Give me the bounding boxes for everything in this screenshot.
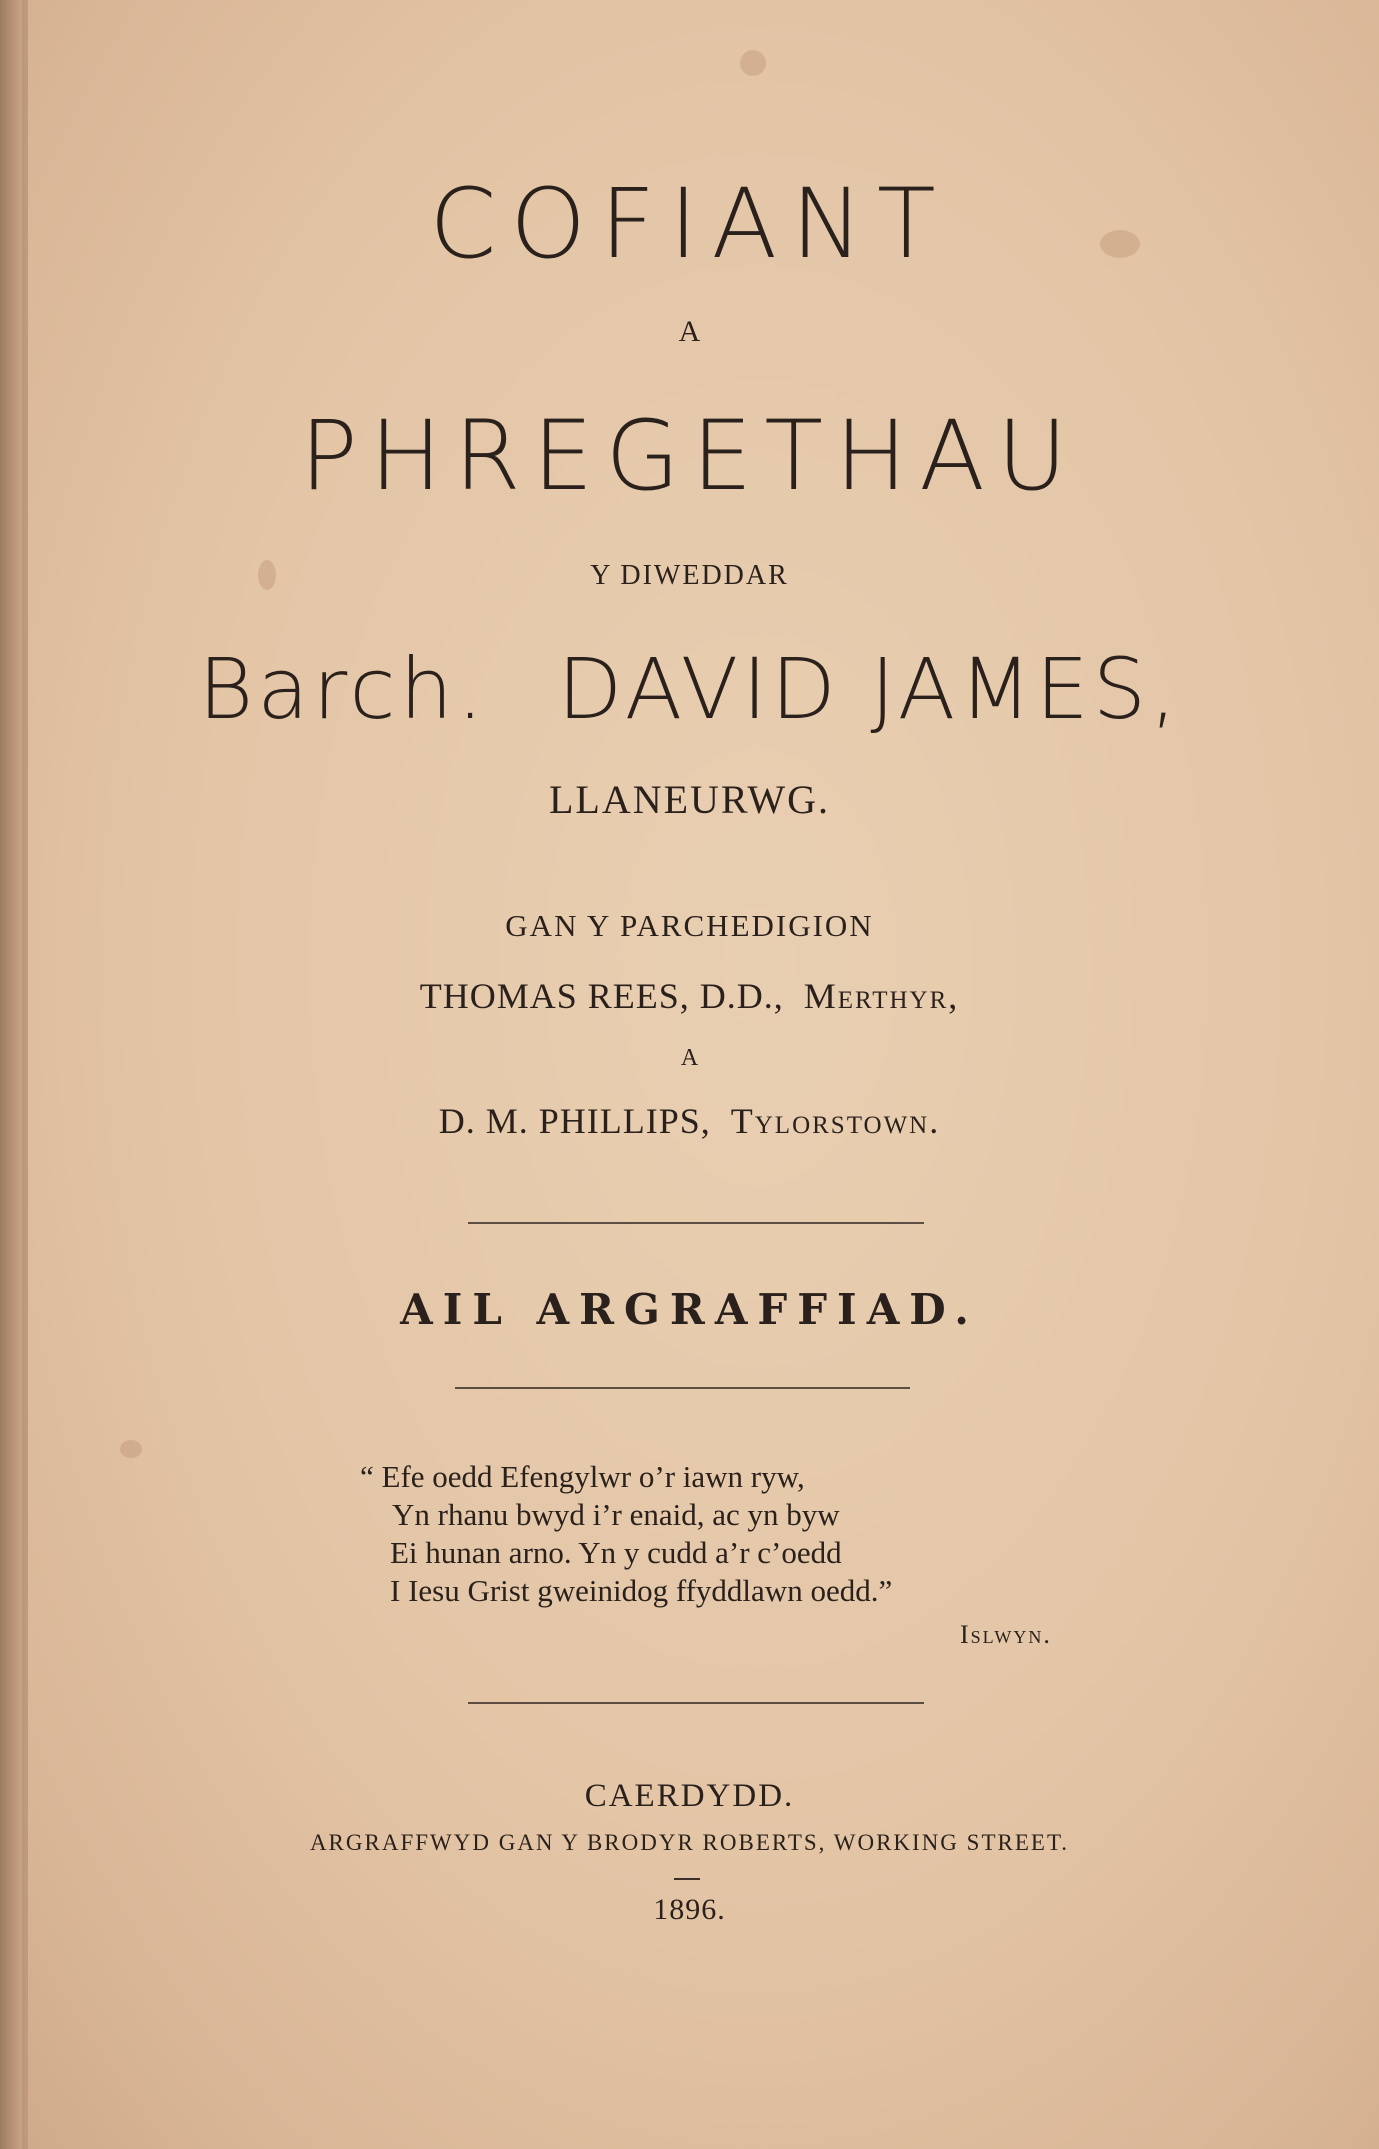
imprint-printer: ARGRAFFWYD GAN Y BRODYR ROBERTS, WORKING STREET. <box>309 1830 1070 1855</box>
author-1-place: Merthyr, <box>803 976 960 1016</box>
poem-attribution: Islwyn. <box>960 1620 1052 1649</box>
title-cofiant: COFIANT <box>429 168 950 280</box>
subject-place: LLANEURWG. <box>548 777 831 822</box>
author-1 <box>0 975 1379 1017</box>
divider-rule <box>468 1222 924 1224</box>
subject-name: DAVID JAMES, <box>557 640 1181 738</box>
honorific: Barch. <box>198 640 488 738</box>
subtitle-y-diweddar: Y DIWEDDAR <box>590 560 789 591</box>
divider-rule <box>468 1702 924 1704</box>
author-1-name: THOMAS REES, D.D., <box>419 976 784 1016</box>
poem-line: “ Efe oedd Efengylwr o’r iawn ryw, <box>360 1459 805 1494</box>
paper-stain <box>740 50 766 76</box>
author-2-place: Tylorstown. <box>730 1101 941 1141</box>
paper-stain <box>120 1440 142 1458</box>
edition-label: AIL ARGRAFFIAD. <box>400 1285 979 1334</box>
poem-line: I Iesu Grist gweinidog ffyddlawn oedd.” <box>390 1573 893 1608</box>
author-2-name: D. M. PHILLIPS, <box>438 1101 711 1141</box>
poem-line: Ei hunan arno. Yn y cudd a’r c’oedd <box>390 1535 842 1570</box>
subject-name-line <box>0 640 1379 738</box>
epigraph-poem <box>360 1458 892 1610</box>
imprint-year: 1896. <box>653 1893 726 1926</box>
author-2 <box>0 1100 1379 1142</box>
divider-rule <box>455 1387 910 1389</box>
small-rule <box>674 1878 700 1880</box>
poem-line: Yn rhanu bwyd i’r enaid, ac yn byw <box>392 1497 840 1532</box>
title-phregethau: PHREGETHAU <box>299 400 1080 512</box>
authors-intro: GAN Y PARCHEDIGION <box>505 908 874 943</box>
connector-a: A <box>678 315 701 348</box>
imprint-city: CAERDYDD. <box>584 1778 795 1814</box>
connector-a-2: A <box>680 1045 699 1071</box>
